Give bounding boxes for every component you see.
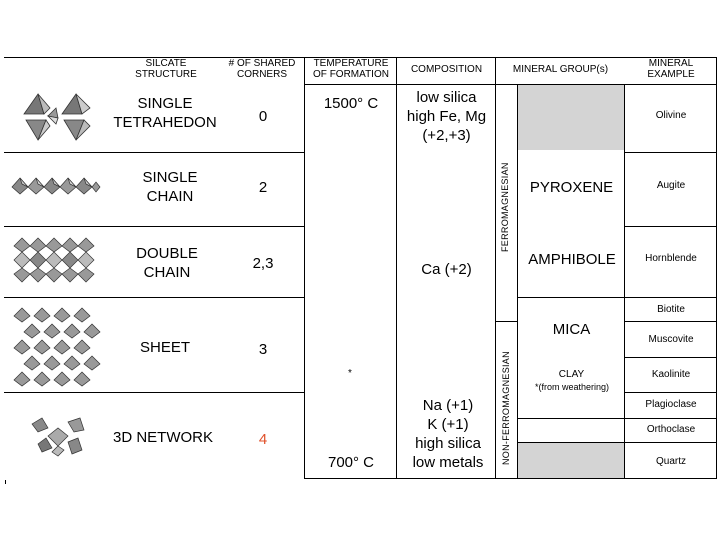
temperature-low: 700° C	[327, 454, 375, 471]
composition-mid: Ca (+2)	[421, 261, 472, 278]
row-divider-2-right	[624, 226, 717, 227]
row-divider-1	[4, 152, 304, 153]
example-olivine: Olivine	[655, 110, 687, 121]
header-mineral-example: MINERAL EXAMPLE	[647, 58, 695, 80]
composition-bottom: Na (+1) K (+1) high silica low metals	[412, 397, 484, 471]
structure-sheet: SHEET	[139, 339, 190, 356]
example-plagioclase: Plagioclase	[645, 399, 697, 410]
example-quartz: Quartz	[655, 456, 686, 467]
muscovite-divider	[624, 357, 717, 358]
example-muscovite: Muscovite	[648, 334, 694, 345]
header-structure: SILCATE STRUCTURE	[135, 58, 197, 80]
single-tetrahedon-illustration	[18, 86, 98, 146]
temperature-high: 1500° C	[323, 95, 379, 112]
single-chain-illustration	[10, 172, 102, 202]
header-mineral-group: MINERAL GROUP(s)	[512, 64, 609, 75]
group-clay: CLAY	[558, 369, 585, 380]
left-tick	[5, 480, 6, 484]
double-chain-illustration	[10, 236, 102, 284]
row-divider-1-right	[624, 152, 717, 153]
col-line-comp-left	[396, 57, 397, 478]
example-orthoclase: Orthoclase	[646, 424, 696, 435]
group-mica: MICA	[552, 321, 591, 338]
structure-single-tetrahedon: SINGLE TETRAHEDON	[113, 95, 217, 131]
bottom-border	[304, 478, 717, 479]
plagioclase-divider	[517, 418, 717, 419]
corners-4: 4	[258, 431, 268, 448]
kaolinite-divider	[624, 392, 717, 393]
example-kaolinite: Kaolinite	[651, 369, 691, 380]
corners-3: 3	[258, 341, 268, 358]
group-pyroxene: PYROXENE	[529, 179, 614, 196]
structure-3d-network: 3D NETWORK	[112, 429, 213, 446]
header-composition: COMPOSITION	[410, 64, 483, 75]
biotite-divider	[624, 321, 717, 322]
group-amphibole: AMPHIBOLE	[528, 251, 616, 268]
row-divider-2	[4, 226, 304, 227]
header-shared-corners: # OF SHARED CORNERS	[228, 58, 296, 80]
composition-top: low silica high Fe, Mg (+2,+3)	[406, 89, 487, 144]
header-temperature: TEMPERATURE OF FORMATION	[313, 58, 389, 80]
gray-cell-olivine-group	[517, 84, 624, 150]
orthoclase-divider	[517, 442, 717, 443]
3d-network-illustration	[28, 416, 88, 458]
row-divider-3	[4, 297, 304, 298]
right-border	[716, 57, 717, 478]
col-line-group-left	[517, 84, 518, 478]
row-divider-4	[4, 392, 304, 393]
header-divider	[304, 84, 717, 85]
corners-2: 2	[258, 179, 268, 196]
label-non-ferromagnesian: NON-FERROMAGNESIAN	[501, 351, 511, 465]
structure-double-chain: DOUBLE CHAIN	[136, 245, 198, 281]
col-line-example-left	[624, 84, 625, 478]
temperature-marker: *	[348, 368, 352, 379]
label-ferromagnesian: FERROMAGNESIAN	[500, 162, 510, 252]
corners-0: 0	[258, 108, 268, 125]
gray-cell-quartz-group	[517, 442, 624, 478]
clay-weathering-note: *(from weathering)	[534, 382, 610, 392]
example-biotite: Biotite	[657, 304, 685, 315]
example-hornblende: Hornblende	[645, 253, 697, 264]
ferro-divider	[495, 321, 517, 322]
row-divider-3-right	[517, 297, 717, 298]
sheet-illustration	[8, 306, 104, 388]
example-augite: Augite	[656, 180, 686, 191]
corners-2-3: 2,3	[252, 255, 274, 272]
structure-single-chain: SINGLE CHAIN	[142, 169, 198, 205]
col-line-temp-left	[304, 57, 305, 478]
